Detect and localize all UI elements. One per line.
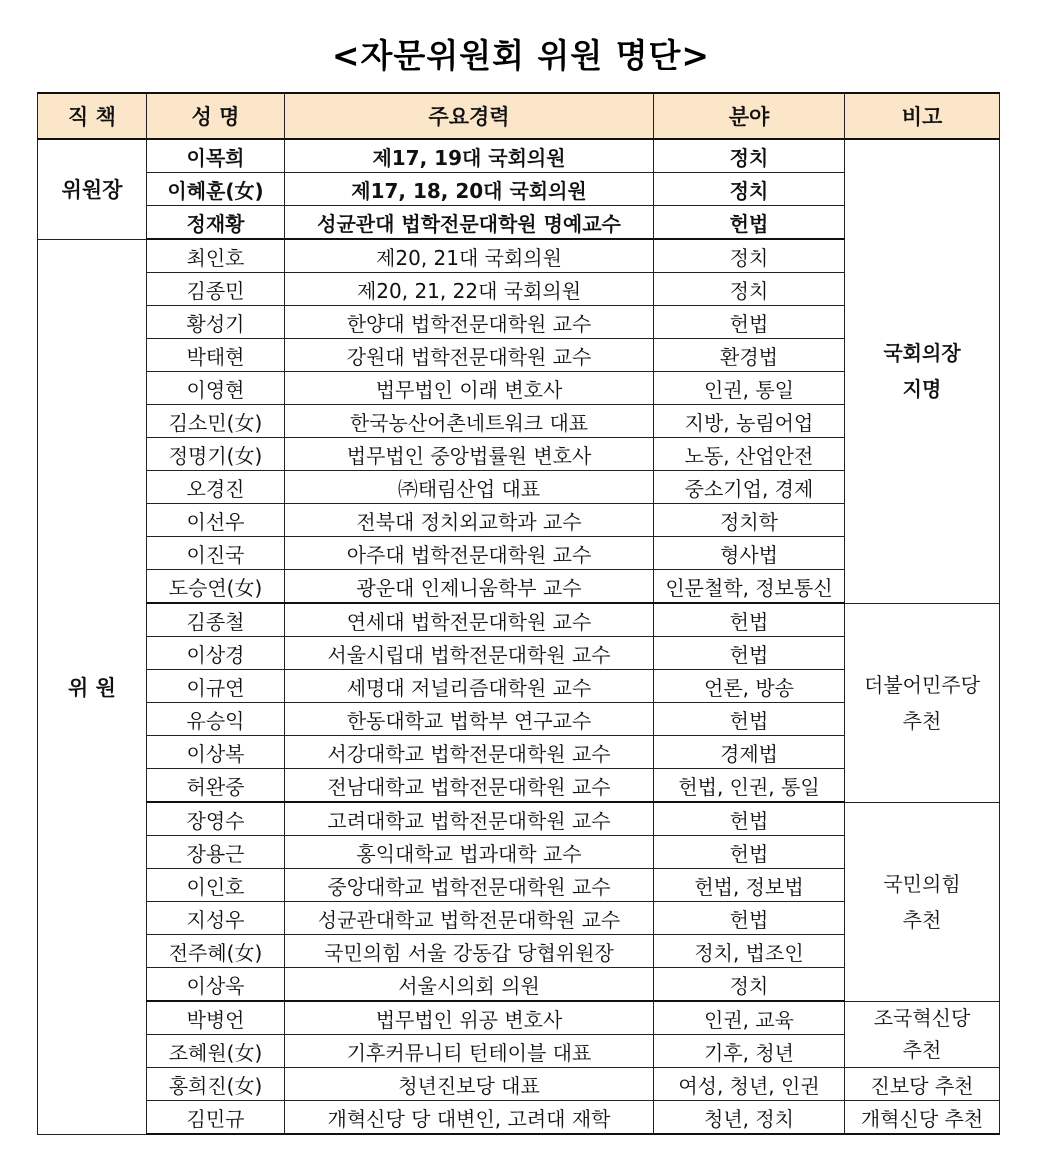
member-name: 이영현 — [147, 372, 285, 405]
member-name: 이목희 — [147, 139, 285, 173]
note-democratic — [845, 603, 1000, 802]
member-career: 성균관대 법학전문대학원 명예교수 — [285, 206, 654, 240]
note-rebuilding — [845, 1001, 1000, 1068]
member-field: 인문철학, 정보통신 — [654, 570, 845, 604]
header-name: 성 명 — [147, 93, 285, 139]
member-career: 고려대학교 법학전문대학원 교수 — [285, 802, 654, 836]
note-line: 국회의장 — [883, 341, 961, 366]
member-career: 한양대 법학전문대학원 교수 — [285, 306, 654, 339]
member-name: 이선우 — [147, 504, 285, 537]
note-line: 추천 — [902, 907, 942, 932]
member-field: 정치 — [654, 173, 845, 206]
member-career: 국민의힘 서울 강동갑 당협위원장 — [285, 935, 654, 968]
header-role: 직 책 — [38, 93, 147, 139]
member-career: 홍익대학교 법과대학 교수 — [285, 836, 654, 869]
member-career: 한국농산어촌네트워크 대표 — [285, 405, 654, 438]
member-career: 기후커뮤니티 턴테이블 대표 — [285, 1035, 654, 1068]
note-line: 조국혁신당 — [873, 1006, 971, 1031]
member-career: 법무법인 중앙법률원 변호사 — [285, 438, 654, 471]
member-name: 김소민(女) — [147, 405, 285, 438]
member-career: 제20, 21대 국회의원 — [285, 239, 654, 273]
table-row — [38, 802, 1000, 836]
table-row — [38, 603, 1000, 637]
member-field: 지방, 농림어업 — [654, 405, 845, 438]
member-name: 정재황 — [147, 206, 285, 240]
member-name: 정명기(女) — [147, 438, 285, 471]
member-name: 도승연(女) — [147, 570, 285, 604]
member-field: 헌법 — [654, 802, 845, 836]
member-field: 헌법, 정보법 — [654, 869, 845, 902]
advisory-committee-table — [37, 92, 1000, 1135]
member-name: 이진국 — [147, 537, 285, 570]
note-speaker — [845, 139, 1000, 603]
member-career: 제17, 19대 국회의원 — [285, 139, 654, 173]
member-career: 제17, 18, 20대 국회의원 — [285, 173, 654, 206]
member-career: 법무법인 위공 변호사 — [285, 1001, 654, 1035]
member-field: 헌법, 인권, 통일 — [654, 769, 845, 803]
member-field: 정치 — [654, 273, 845, 306]
member-field: 정치학 — [654, 504, 845, 537]
member-career: 전북대 정치외교학과 교수 — [285, 504, 654, 537]
member-career: 강원대 법학전문대학원 교수 — [285, 339, 654, 372]
member-career: 세명대 저널리즘대학원 교수 — [285, 670, 654, 703]
member-name: 장영수 — [147, 802, 285, 836]
member-name: 지성우 — [147, 902, 285, 935]
note-progressive: 진보당 추천 — [845, 1068, 1000, 1101]
member-name: 박태현 — [147, 339, 285, 372]
member-career: 법무법인 이래 변호사 — [285, 372, 654, 405]
member-career: 서울시립대 법학전문대학원 교수 — [285, 637, 654, 670]
member-name: 오경진 — [147, 471, 285, 504]
table-row — [38, 1068, 1000, 1101]
header-career: 주요경력 — [285, 93, 654, 139]
member-name: 이규연 — [147, 670, 285, 703]
member-career: 제20, 21, 22대 국회의원 — [285, 273, 654, 306]
member-field: 헌법 — [654, 603, 845, 637]
member-name: 이상경 — [147, 637, 285, 670]
member-field: 인권, 통일 — [654, 372, 845, 405]
member-field: 헌법 — [654, 637, 845, 670]
note-line: 추천 — [902, 708, 942, 733]
header-note: 비고 — [845, 93, 1000, 139]
member-name: 허완중 — [147, 769, 285, 803]
note-line: 더불어민주당 — [864, 672, 980, 697]
table-row — [38, 139, 1000, 173]
member-career: 서울시의회 의원 — [285, 968, 654, 1002]
table-row — [38, 1101, 1000, 1135]
member-field: 중소기업, 경제 — [654, 471, 845, 504]
member-career: 전남대학교 법학전문대학원 교수 — [285, 769, 654, 803]
member-field: 헌법 — [654, 306, 845, 339]
member-field: 정치 — [654, 139, 845, 173]
member-field: 헌법 — [654, 703, 845, 736]
member-name: 전주혜(女) — [147, 935, 285, 968]
member-name: 박병언 — [147, 1001, 285, 1035]
member-name: 조혜원(女) — [147, 1035, 285, 1068]
member-name: 이상욱 — [147, 968, 285, 1002]
member-name: 황성기 — [147, 306, 285, 339]
member-field: 인권, 교육 — [654, 1001, 845, 1035]
member-name: 유승익 — [147, 703, 285, 736]
member-field: 헌법 — [654, 902, 845, 935]
member-field: 정치 — [654, 239, 845, 273]
member-field: 헌법 — [654, 836, 845, 869]
member-career: ㈜태림산업 대표 — [285, 471, 654, 504]
member-name: 이혜훈(女) — [147, 173, 285, 206]
note-line: 추천 — [902, 1038, 942, 1063]
header-field: 분야 — [654, 93, 845, 139]
member-career: 한동대학교 법학부 연구교수 — [285, 703, 654, 736]
member-career: 개혁신당 당 대변인, 고려대 재학 — [285, 1101, 654, 1135]
member-field: 헌법 — [654, 206, 845, 240]
member-name: 이인호 — [147, 869, 285, 902]
member-name: 홍희진(女) — [147, 1068, 285, 1101]
role-member: 위 원 — [38, 239, 147, 1134]
member-career: 서강대학교 법학전문대학원 교수 — [285, 736, 654, 769]
member-name: 김종철 — [147, 603, 285, 637]
member-field: 노동, 산업안전 — [654, 438, 845, 471]
table-header-row — [38, 93, 1000, 139]
member-name: 최인호 — [147, 239, 285, 273]
member-field: 정치, 법조인 — [654, 935, 845, 968]
member-field: 기후, 청년 — [654, 1035, 845, 1068]
member-name: 이상복 — [147, 736, 285, 769]
member-career: 연세대 법학전문대학원 교수 — [285, 603, 654, 637]
note-ppp — [845, 802, 1000, 1001]
member-field: 청년, 정치 — [654, 1101, 845, 1135]
note-line: 국민의힘 — [883, 871, 961, 896]
member-field: 여성, 청년, 인권 — [654, 1068, 845, 1101]
member-name: 장용근 — [147, 836, 285, 869]
member-name: 김민규 — [147, 1101, 285, 1135]
member-field: 형사법 — [654, 537, 845, 570]
member-career: 아주대 법학전문대학원 교수 — [285, 537, 654, 570]
member-career: 성균관대학교 법학전문대학원 교수 — [285, 902, 654, 935]
note-line: 지명 — [902, 377, 942, 402]
member-career: 중앙대학교 법학전문대학원 교수 — [285, 869, 654, 902]
member-field: 경제법 — [654, 736, 845, 769]
member-name: 김종민 — [147, 273, 285, 306]
role-chair: 위원장 — [38, 139, 147, 239]
member-field: 언론, 방송 — [654, 670, 845, 703]
member-field: 환경법 — [654, 339, 845, 372]
member-career: 광운대 인제니움학부 교수 — [285, 570, 654, 604]
member-field: 정치 — [654, 968, 845, 1002]
document-title: <자문위원회 위원 명단> — [331, 36, 711, 75]
member-career: 청년진보당 대표 — [285, 1068, 654, 1101]
note-reform: 개혁신당 추천 — [845, 1101, 1000, 1135]
table-row — [38, 1001, 1000, 1035]
